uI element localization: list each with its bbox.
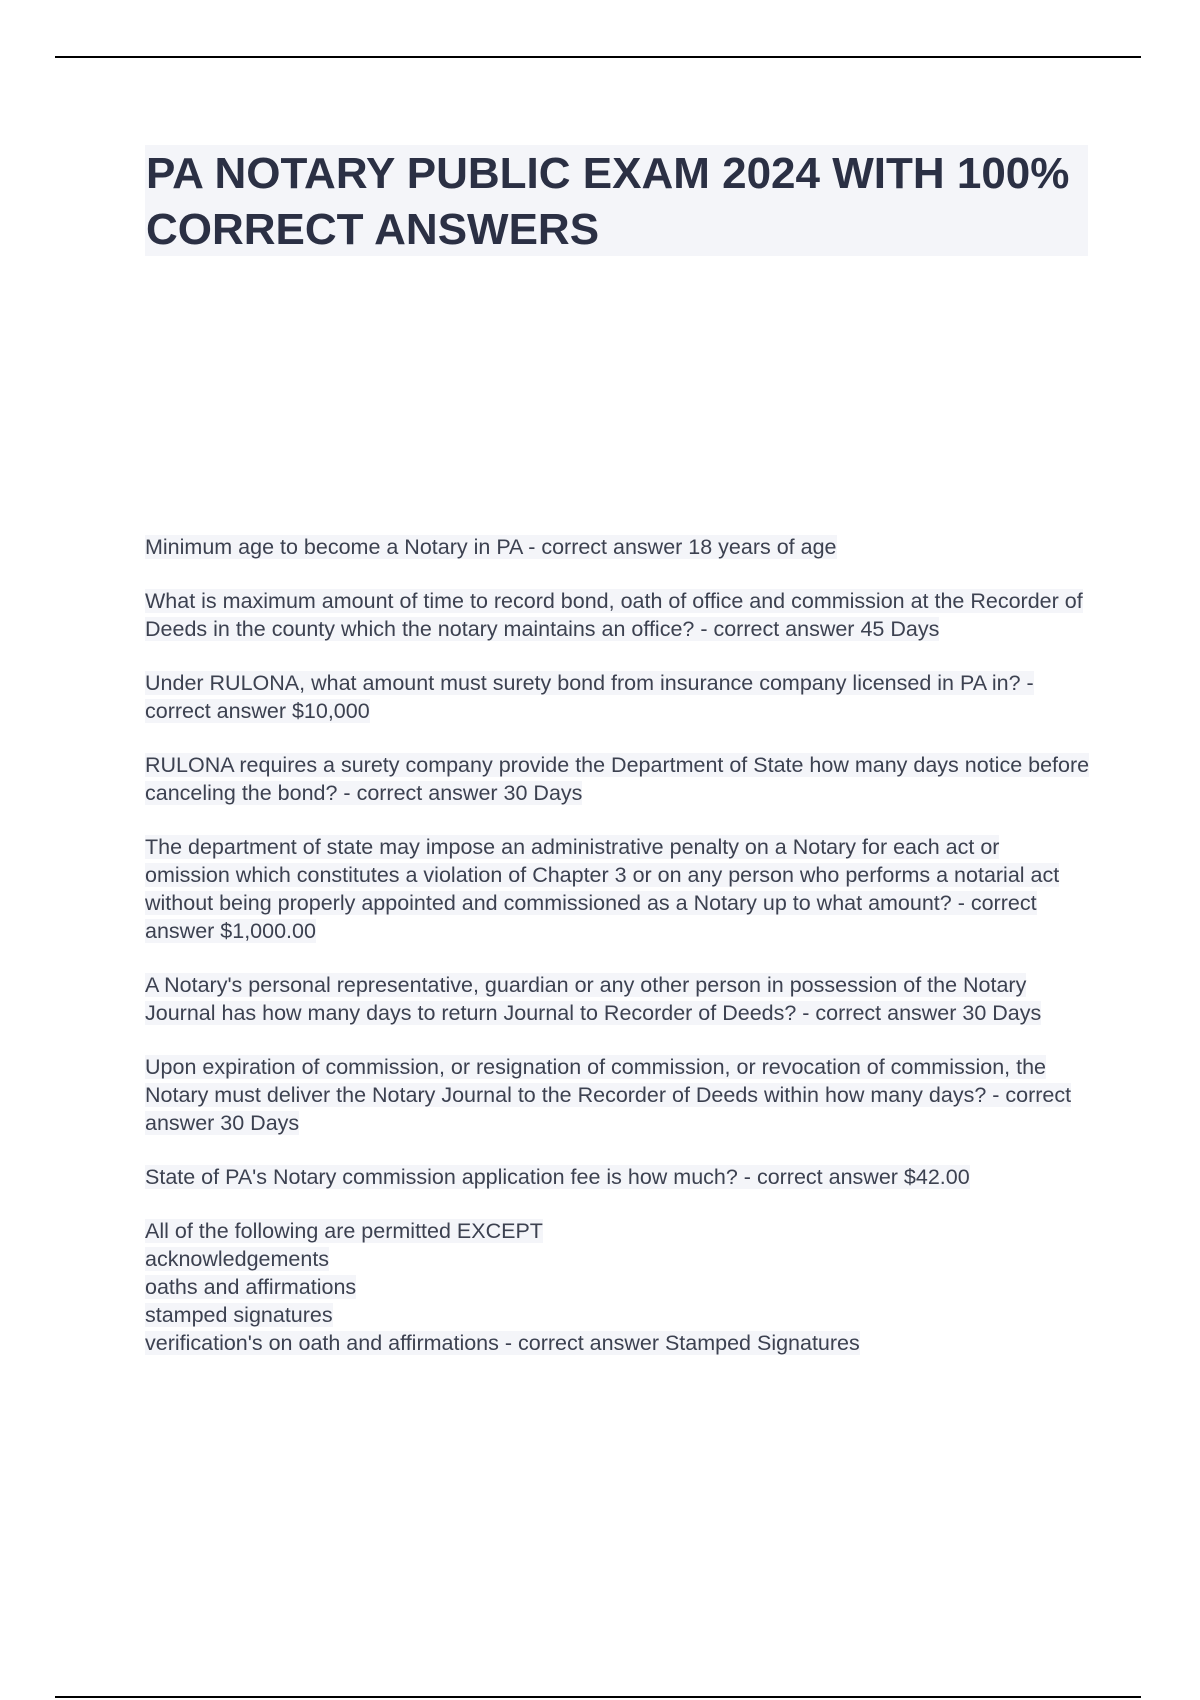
document-title: PA NOTARY PUBLIC EXAM 2024 WITH 100% CORRECT ANSWERS [146, 149, 1070, 254]
qa-item-journal-delivery: Upon expiration of commission, or resignation of commission, or revocation of commission, the Notary must deliver the Notary Journal to the Recorder of Deeds within how many days? - correct answer 30 Days [145, 1055, 1072, 1135]
qa-line: All of the following are permitted EXCEPT [145, 1219, 543, 1243]
bottom-rule [55, 1696, 1141, 1698]
qa-item-permitted-except [145, 1217, 1090, 1357]
qa-line: stamped signatures [145, 1303, 333, 1327]
qa-item-application-fee: State of PA's Notary commission application fee is how much? - correct answer $42.00 [145, 1165, 970, 1189]
qa-item-journal-return: A Notary's personal representative, guardian or any other person in possession of the Notary Journal has how many days to return Journal to Recorder of Deeds? - correct answer 30 Days [145, 973, 1042, 1025]
qa-item-surety-bond: Under RULONA, what amount must surety bond from insurance company licensed in PA in? - correct answer $10,000 [145, 671, 1034, 723]
qa-list [145, 533, 1090, 1383]
top-rule [55, 56, 1141, 58]
qa-item-min-age: Minimum age to become a Notary in PA - correct answer 18 years of age [145, 535, 837, 559]
qa-line: oaths and affirmations [145, 1275, 357, 1299]
qa-item-bond-cancel-notice: RULONA requires a surety company provide the Department of State how many days notice before canceling the bond? - correct answer 30 Days [145, 753, 1090, 805]
qa-item-admin-penalty: The department of state may impose an administrative penalty on a Notary for each act or omission which constitutes a violation of Chapter 3 or on any person who performs a notarial act without being properly appointed and commissioned as a Notary up to what amount? - correct answer $1,000.00 [145, 835, 1060, 943]
qa-line: acknowledgements [145, 1247, 330, 1271]
qa-item-record-bond: What is maximum amount of time to record bond, oath of office and commission at the Recorder of Deeds in the county which the notary maintains an office? - correct answer 45 Days [145, 589, 1083, 641]
qa-line: verification's on oath and affirmations - correct answer Stamped Signatures [145, 1331, 860, 1355]
